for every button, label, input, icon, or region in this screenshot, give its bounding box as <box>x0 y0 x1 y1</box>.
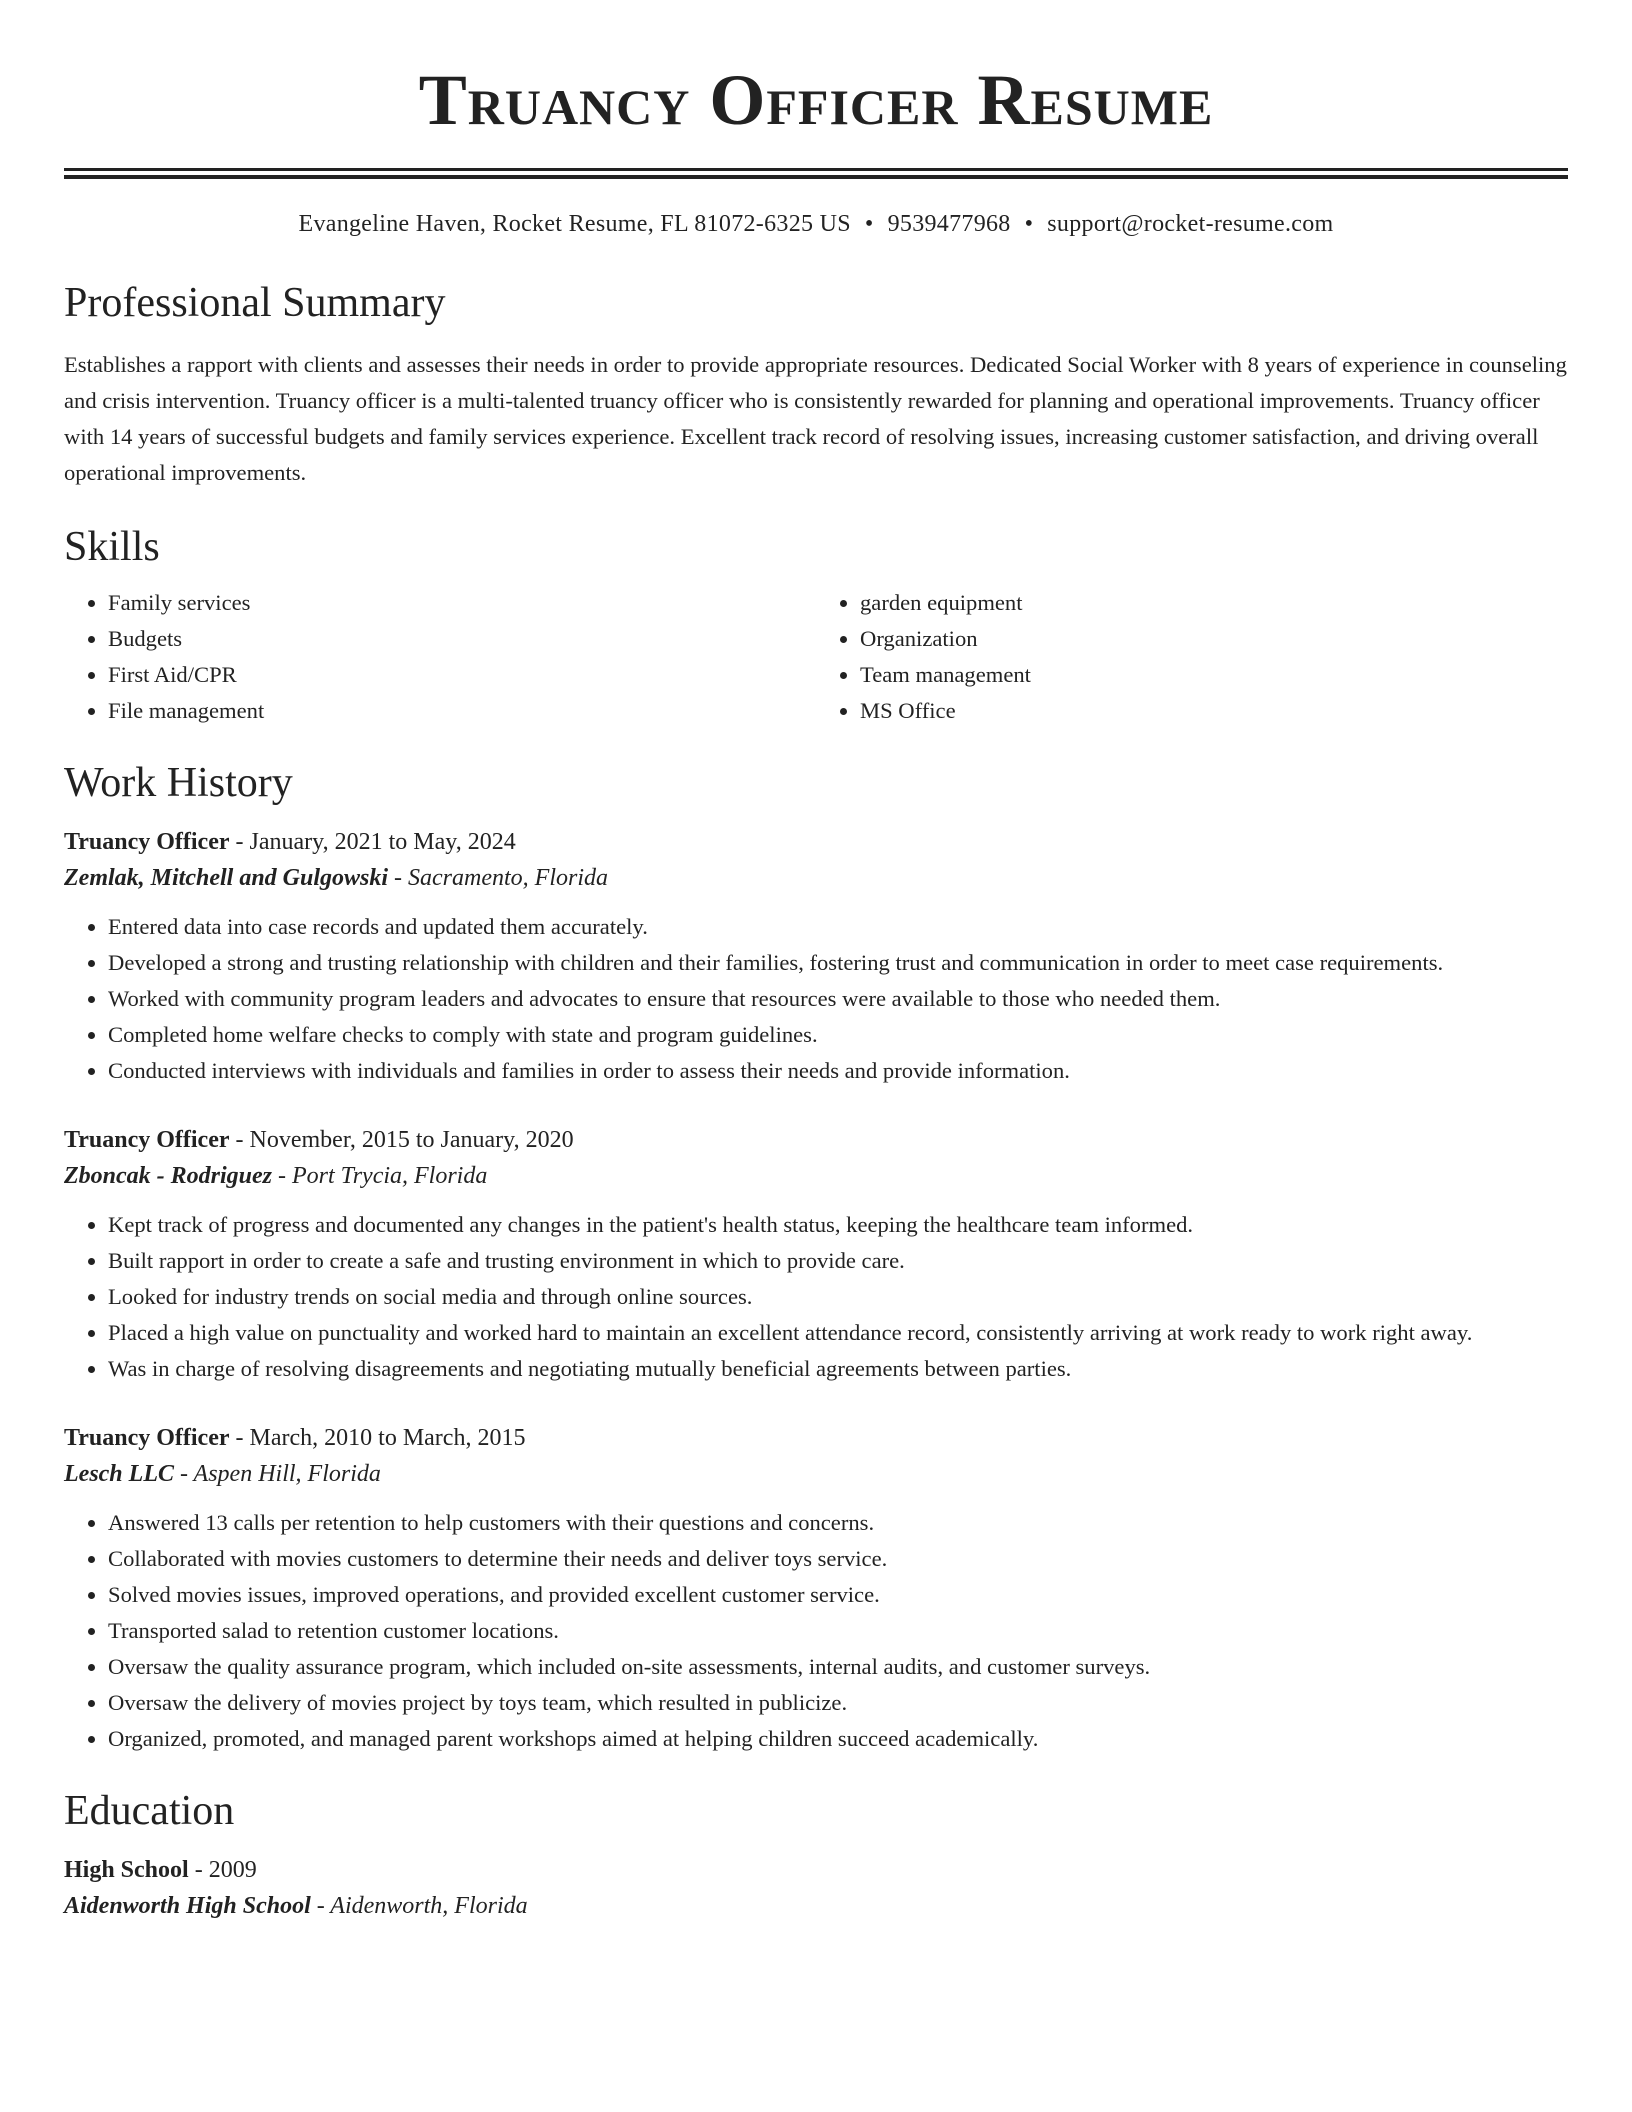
graduation-year: - 2009 <box>188 1857 257 1883</box>
section-heading-education: Education <box>64 1788 235 1834</box>
school-name: Aidenworth High School <box>64 1893 311 1919</box>
skill-item: • Team management <box>860 657 1568 693</box>
school-location: - Aidenworth, Florida <box>310 1893 528 1919</box>
skills-column-left <box>64 585 816 729</box>
duty-item: • Kept track of progress and documented any changes in the patient's health status, keeping the healthcare team informed. <box>108 1207 1568 1243</box>
company-name: Zemlak, Mitchell and Gulgowski <box>64 865 389 891</box>
duty-item: • Worked with community program leaders and advocates to ensure that resources were available to those who needed them. <box>108 981 1568 1017</box>
duty-item: • Oversaw the quality assurance program, which included on-site assessments, internal audits, and customer surveys. <box>108 1649 1568 1685</box>
skills-list <box>64 585 1568 729</box>
duty-item: • Solved movies issues, improved operations, and provided excellent customer service. <box>108 1577 1568 1613</box>
duty-item: • Entered data into case records and updated them accurately. <box>108 909 1568 945</box>
skill-item: • Budgets <box>108 621 816 657</box>
skill-item: • MS Office <box>860 693 1568 729</box>
degree-line <box>64 1853 1568 1887</box>
company-line <box>64 1455 1568 1493</box>
contact-address: Evangeline Haven, Rocket Resume, FL 81072-6325 US <box>298 211 851 237</box>
skill-item: • garden equipment <box>860 585 1568 621</box>
skill-item: • Family services <box>108 585 816 621</box>
job-duties <box>64 1207 1568 1387</box>
resume-title: Truancy Officer Resume <box>418 60 1214 140</box>
section-heading-summary: Professional Summary <box>64 280 446 326</box>
degree-name: High School <box>64 1857 189 1883</box>
company-name: Zboncak - Rodriguez <box>64 1163 273 1189</box>
job-title-line <box>64 825 1568 859</box>
skill-item: • Organization <box>860 621 1568 657</box>
company-name: Lesch LLC <box>64 1461 174 1487</box>
section-heading-work-history: Work History <box>64 760 293 806</box>
job-title-line <box>64 1123 1568 1157</box>
section-heading-skills: Skills <box>64 524 160 570</box>
summary-text: Establishes a rapport with clients and assesses their needs in order to provide appropriate resources. Dedicated Social Worker with 8 years of experience in counseling and crisis intervention. Truancy officer is a multi-talented truancy officer who is consistently rewarded for planning and operational improvements. Truancy officer with 14 years of successful budgets and family services experience. Excellent track record of resolving issues, increasing customer satisfaction, and driving overall operational improvements. <box>64 352 1567 485</box>
company-location: - Aspen Hill, Florida <box>173 1461 381 1487</box>
duty-item: • Answered 13 calls per retention to help customers with their questions and concerns. <box>108 1505 1568 1541</box>
duty-item: • Organized, promoted, and managed parent workshops aimed at helping children succeed academically. <box>108 1721 1568 1757</box>
skill-item: • First Aid/CPR <box>108 657 816 693</box>
job-title: Truancy Officer <box>64 1425 230 1451</box>
skills-column-right <box>816 585 1568 729</box>
contact-email: support@rocket-resume.com <box>1047 211 1334 237</box>
duty-item: • Placed a high value on punctuality and worked hard to maintain an excellent attendance record, consistently arriving at work ready to work right away. <box>108 1315 1568 1351</box>
contact-separator: • <box>1024 211 1034 237</box>
education-entry <box>64 1853 1568 1925</box>
contact-line <box>64 209 1568 239</box>
duty-item: • Oversaw the delivery of movies project by toys team, which resulted in publicize. <box>108 1685 1568 1721</box>
company-location: - Port Trycia, Florida <box>272 1163 488 1189</box>
title-divider <box>64 168 1568 179</box>
duty-item: • Collaborated with movies customers to determine their needs and deliver toys service. <box>108 1541 1568 1577</box>
job-duties <box>64 909 1568 1089</box>
job-dates: - November, 2015 to January, 2020 <box>229 1127 574 1153</box>
contact-phone: 9539477968 <box>887 211 1011 237</box>
duty-item: • Looked for industry trends on social media and through online sources. <box>108 1279 1568 1315</box>
job-title: Truancy Officer <box>64 1127 230 1153</box>
job-dates: - January, 2021 to May, 2024 <box>229 829 516 855</box>
duty-item: • Transported salad to retention customer locations. <box>108 1613 1568 1649</box>
skill-item: • File management <box>108 693 816 729</box>
company-line <box>64 1157 1568 1195</box>
company-line <box>64 859 1568 897</box>
job-entry <box>64 1123 1568 1387</box>
job-dates: - March, 2010 to March, 2015 <box>229 1425 526 1451</box>
duty-item: • Built rapport in order to create a safe and trusting environment in which to provide care. <box>108 1243 1568 1279</box>
duty-item: • Completed home welfare checks to comply with state and program guidelines. <box>108 1017 1568 1053</box>
company-location: - Sacramento, Florida <box>388 865 609 891</box>
duty-item: • Developed a strong and trusting relationship with children and their families, fostering trust and communication in order to meet case requirements. <box>108 945 1568 981</box>
contact-separator: • <box>864 211 874 237</box>
job-title-line <box>64 1421 1568 1455</box>
job-entry <box>64 1421 1568 1757</box>
duty-item: • Was in charge of resolving disagreements and negotiating mutually beneficial agreements between parties. <box>108 1351 1568 1387</box>
school-line <box>64 1887 1568 1925</box>
job-title: Truancy Officer <box>64 829 230 855</box>
duty-item: • Conducted interviews with individuals and families in order to assess their needs and provide information. <box>108 1053 1568 1089</box>
job-entry <box>64 825 1568 1089</box>
job-duties <box>64 1505 1568 1757</box>
